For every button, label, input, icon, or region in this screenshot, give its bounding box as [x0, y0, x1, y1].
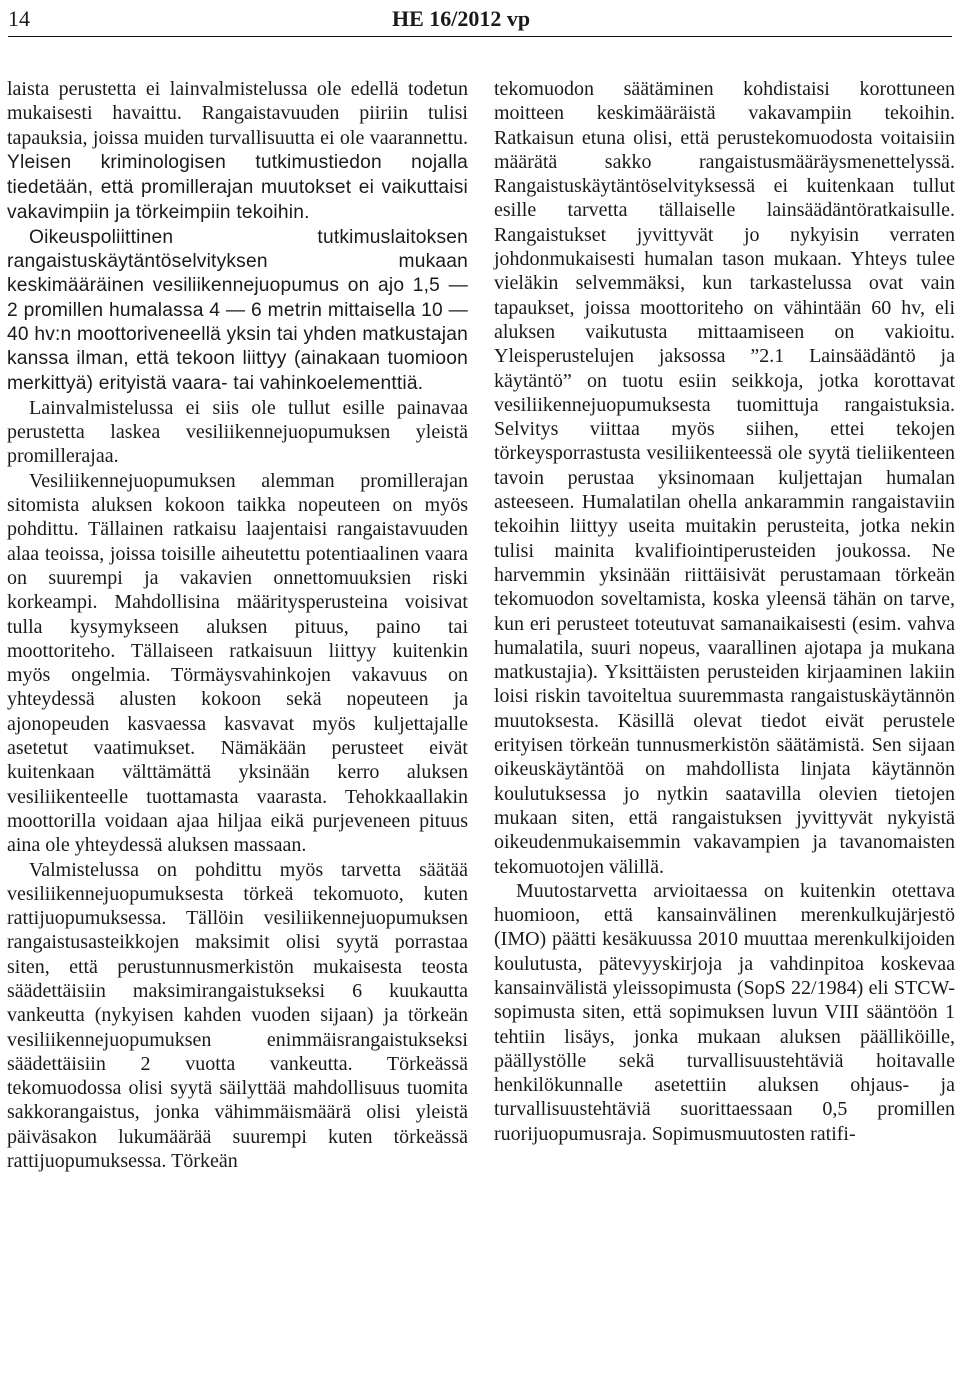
page-number: 14	[8, 6, 30, 31]
paragraph-2: Oikeuspoliittinen tutkimuslaitoksen rangaistuskäytäntöselvityksen mukaan keskimääräinen vesiliikennejuopumus on ajo 1,5 ― 2 promillen humalassa 4 ― 6 metrin mittaisella 10 ― 40 hv:n moottoriveneellä yksin tai yhden matkustajan kanssa ilman, että tekoon liittyy (ainakaan tuomioon merkittyä) erityistä vaara- tai vahinkoelementtiä.	[7, 226, 468, 394]
page-header	[0, 0, 960, 42]
header-divider	[8, 36, 952, 37]
right-text-column	[494, 77, 955, 1146]
paragraph-1-sentence-b: Yleisen kriminologisen tutkimustiedon nojalla tiedetään, että promillerajan muutokset ei vaikuttaisi vakavimpiin ja törkeimpiin tekoihin.	[7, 151, 468, 224]
document-id: HE 16/2012 vp	[392, 6, 531, 31]
paragraph-1	[7, 77, 468, 226]
left-text-column	[7, 77, 468, 1173]
paragraph-5: Valmistelussa on pohdittu myös tarvetta säätää vesiliikennejuopumuksesta törkeä tekomuoto, kuten rattijuopumuksessa. Tällöin vesiliikennejuopumuksen rangaistusasteikkojen maksimit olisi syytä porrastaa siten, että perustunnusmerkistön mukaisesta teosta säädettäisiin maksimirangaistukseksi 6 kuukautta vankeutta (nykyisen kahden vuoden sijaan) ja törkeän vesiliikennejuopumuksen enimmäisrangaistukseksi säädettäisiin 2 vuotta vankeutta. Törkeässä tekomuodossa olisi syytä säilyttää mahdollisuus tuomita sakkorangaistus, jonka vähimmäismäärä olisi yleistä päiväsakon lukumäärää suurempi kuten törkeässä rattijuopumuksessa. Törkeän	[7, 858, 468, 1173]
paragraph-1-sentence-a: laista perustetta ei lainvalmistelussa ole edellä todetun mukaisesti havaittu. Rangaistavuuden piiriin tulisi tapauksia, joissa muiden turvallisuutta ei ole vaarannettu.	[7, 78, 468, 149]
paragraph-4: Vesiliikennejuopumuksen alemman promillerajan sitomista aluksen kokoon taikka nopeuteen on myös pohdittu. Tällainen ratkaisu laajentaisi rangaistavuuden alaa teoissa, joissa toisille aiheutettu potentiaalinen vaara on suurempi ja vakavien onnettomuuksien riski korkeampi. Mahdollisina määritysperusteina voisivat tulla kysymykseen aluksen pituus, paino tai moottoriteho. Tällaiseen ratkaisuun liittyy kuitenkin myös ongelmia. Törmäysvahinkojen vakavuus on yhteydessä alusten kokoon sekä nopeuteen ja ajonopeuden kasvaessa kasvavat myös kuljettajalle asetetut vaatimukset. Nämäkään perusteet eivät kuitenkaan välttämättä yksinään kerro aluksen vesiliikenteelle tuottamasta vaarasta. Tehokkaallakin moottorilla voidaan ajaa hiljaa eikä purjeveneen pituus aina ole yhteydessä aluksen massaan.	[7, 469, 468, 857]
paragraph-3: Lainvalmistelussa ei siis ole tullut esille painavaa perustetta laskea vesiliikennejuopumuksen yleistä promillerajaa.	[7, 396, 468, 468]
paragraph-7: Muutostarvetta arvioitaessa on kuitenkin otettava huomioon, että kansainvälinen merenkulkujärjestö (IMO) päätti kesäkuussa 2010 muuttaa merenkulkijoiden koulutusta, pätevyyskirjoja ja vahdinpitoa koskevaa kansainvälistä yleissopimusta (SopS 22/1984) eli STCW-sopimusta siten, että sopimuksen luvun VIII sääntöön 1 tehtiin lisäys, jonka mukaan aluksen päälliköille, päällystölle sekä turvallisuustehtäviä hoitavalle henkilökunnalle asetettiin aluksen ohjaus- ja turvallisuustehtäviä suorittaessaan 0,5 promillen ruorijuopumusraja. Sopimusmuutosten ratifi-	[494, 879, 955, 1145]
paragraph-6: tekomuodon säätäminen kohdistaisi korottuneen moitteen keskimääräistä vakavampiin tekoihin. Ratkaisun etuna olisi, että perustekomuodosta voitaisiin määrätä sakko rangaistusmääräysmenettelyssä. Rangaistuskäytäntöselvityksessä ei kuitenkaan tullut esille tarvetta tällaiselle lainsäädäntöratkaisulle. Rangaistukset jyvittyvät jo nykyisin verraten johdonmukaisesti humalan tason mukaan. Yhteys tulee vieläkin selvemmäksi, kun tarkastelussa ovat vain tapaukset, joissa moottoriteho on vähintään 60 hv, eli aluksen vaikutusta mittaamiseen on vakioitu. Yleisperustelujen jaksossa ”2.1 Lainsäädäntö ja käytäntö” on tuotu esiin seikkoja, jotka korottavat vesiliikennejuopumuksesta tuomittuja rangaistuksia. Selvitys viittaa myös siihen, ettei tekojen törkeysporrastusta vesiliikenteessä ole syytä tieliikenteen tavoin perustaa yksinomaan kuljettajan humalan asteeseen. Humalatilan ohella ankarammin rangaistaviin tekoihin liittyy useita muitakin perusteita, jotka nekin tulisi mainita kvalifiointiperusteiden joukossa. Ne harvemmin yksinään riittäisivät perustamaan törkeän tekomuodon soveltamista, koska yleensä tähän on tarve, kun eri perusteet toteutuvat samanaikaisesti (esim. vahva humalatila, suuri nopeus, vaarallinen ajotapa ja mukana matkustajia). Yksittäisten perusteiden kirjaaminen lakiin loisi riskin tavoiteltua suuremmasta rangaistuskäytännön muutoksesta. Käsillä olevat tiedot eivät perustele erityisen törkeän tunnusmerkistön säätämistä. Sen sijaan oikeuskäytäntöä on mahdollista linjata käytännön koulutuksessa jo nytkin saatavilla olevien tietojen mukaan siten, että rangaistuksen jyvittyvät nykyistä oikeudenmukaisemmin vakavampien ja tavanomaisten tekomuotojen välillä.	[494, 78, 955, 878]
